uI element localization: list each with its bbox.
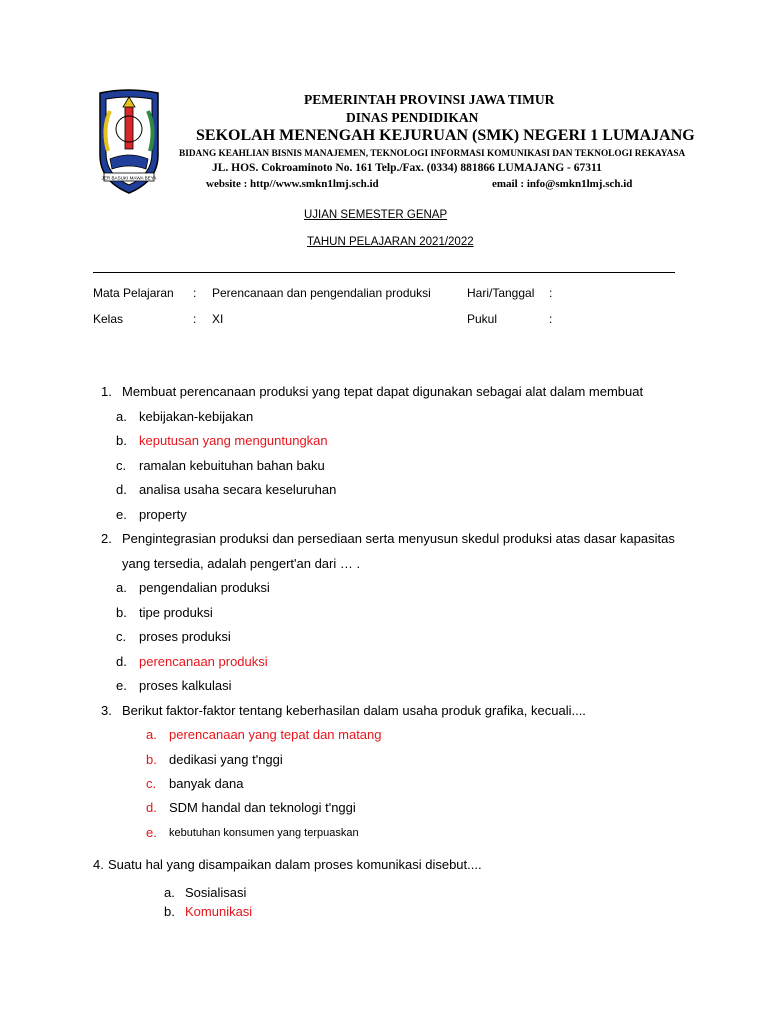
question-2-number: 2. [101,531,112,546]
option-text: proses produksi [139,629,231,644]
class-value: XI [212,312,224,326]
option-text: dedikasi yang t'nggi [169,752,283,767]
option-letter: d. [116,654,127,669]
option-letter: a. [164,885,175,900]
time-colon: : [549,312,553,326]
option-text-answer: perencanaan yang tepat dan matang [169,727,382,742]
header-email: email : info@smkn1lmj.sch.id [492,178,633,190]
info-divider [93,272,675,273]
option-text: kebijakan-kebijakan [139,409,254,424]
logo-motto: JER BASUKI MAWA BEYA [101,175,157,181]
option-text: tipe produksi [139,605,213,620]
day-label: Hari/Tanggal [467,286,535,300]
option-text: SDM handal dan teknologi t'nggi [169,800,356,815]
header-school-name: SEKOLAH MENENGAH KEJURUAN (SMK) NEGERI 1 LUMAJANG [196,127,695,144]
question-4-text: Suatu hal yang disampaikan dalam proses komunikasi disebut.... [108,857,482,872]
option-letter-answer: b. [146,752,157,767]
option-text: kebutuhan konsumen yang terpuaskan [169,827,359,839]
exam-year: TAHUN PELAJARAN 2021/2022 [307,236,474,248]
option-letter: d. [116,482,127,497]
day-colon: : [549,286,553,300]
option-letter: e. [116,678,127,693]
option-letter: e. [116,507,127,522]
option-letter: a. [116,580,127,595]
option-letter: b. [164,904,175,919]
header-website: website : http//www.smkn1lmj.sch.id [206,178,379,190]
option-letter: c. [116,458,127,473]
option-letter: b. [116,433,127,448]
option-letter-answer: c. [146,776,157,791]
subject-label: Mata Pelajaran [93,286,174,300]
question-2-text: Pengintegrasian produksi dan persediaan serta menyusun skedul produksi atas dasar kapasitas [122,531,675,546]
header-government: PEMERINTAH PROVINSI JAWA TIMUR [304,92,555,107]
option-text: banyak dana [169,776,244,791]
question-1-number: 1. [101,384,112,399]
subject-value: Perencanaan dan pengendalian produksi [212,286,431,300]
class-label: Kelas [93,312,124,326]
option-letter: a. [116,409,127,424]
option-letter: c. [116,629,127,644]
question-1-text: Membuat perencanaan produksi yang tepat dapat digunakan sebagai alat dalam membuat [122,384,644,399]
school-crest-logo [96,89,162,195]
time-label: Pukul [467,312,498,326]
option-letter: b. [116,605,127,620]
option-text: property [139,507,187,522]
option-text: ramalan kebuituhan bahan baku [139,458,325,473]
question-2-text-line2: yang tersedia, adalah pengert'an dari … . [122,556,361,571]
question-3-number: 3. [101,703,112,718]
option-text-answer: perencanaan produksi [139,654,268,669]
option-text: pengendalian produksi [139,580,270,595]
option-text: Sosialisasi [185,885,247,900]
exam-title: UJIAN SEMESTER GENAP [304,209,448,221]
option-letter-answer: e. [146,825,157,840]
option-letter-answer: a. [146,727,157,742]
header-fields: BIDANG KEAHLIAN BISNIS MANAJEMEN, TEKNOLOGI INFORMASI KOMUNIKASI DAN TEKNOLOGI REKAYASA [179,149,686,159]
option-letter-answer: d. [146,800,157,815]
header-address: JL. HOS. Cokroaminoto No. 161 Telp./Fax. (0334) 881866 LUMAJANG - 67311 [212,162,602,174]
option-text-answer: Komunikasi [185,904,253,919]
question-4-number: 4. [93,857,104,872]
option-text: analisa usaha secara keseluruhan [139,482,337,497]
option-text: proses kalkulasi [139,678,232,693]
class-colon: : [193,312,197,326]
header-department: DINAS PENDIDIKAN [346,110,479,125]
subject-colon: : [193,286,197,300]
question-3-text: Berikut faktor-faktor tentang keberhasilan dalam usaha produk grafika, kecuali.... [122,703,586,718]
option-text-answer: keputusan yang menguntungkan [139,433,328,448]
